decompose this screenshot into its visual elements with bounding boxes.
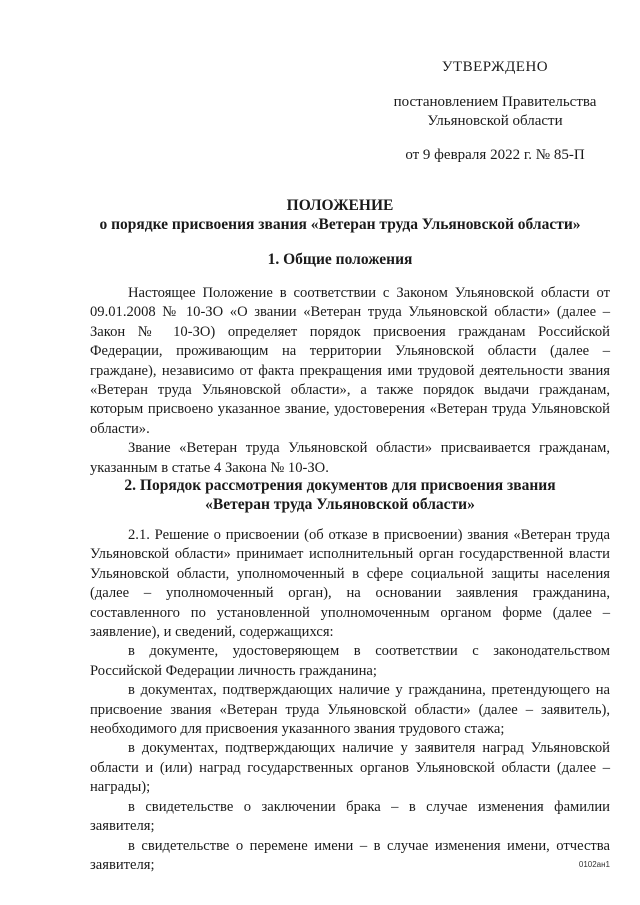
section-2-paragraph: в документах, подтверждающих наличие у заявителя наград Ульяновской области и (или) наград государственных органов Ульяновской области (далее – награды);: [90, 740, 610, 796]
approval-date: от 9 февраля 2022 г. № 85-П: [405, 147, 585, 163]
document-subtitle: о порядке присвоения звания «Ветеран труда Ульяновской области»: [99, 216, 581, 233]
section-2-heading-line1: 2. Порядок рассмотрения документов для присвоения звания: [124, 477, 556, 494]
section-2-paragraph: в документах, подтверждающих наличие у гражданина, претендующего на присвоение звания «Ветеран труда Ульяновской области» (далее – заявитель), необходимого для присвоения указанного звания трудового стажа;: [90, 682, 610, 738]
approval-by-line1: постановлением Правительства: [393, 94, 597, 110]
section-1-body: [90, 284, 610, 478]
footer-code: 0102ан1: [578, 860, 610, 869]
section-1-paragraph: Настоящее Положение в соответствии с Законом Ульяновской области от 09.01.2008 № 10-ЗО «О звании «Ветеран труда Ульяновской области» (далее – Закон № 10-ЗО) определяет порядок присвоения гражданам Российской Федерации, проживающим на территории Ульяновской области (далее – граждане), независимо от факта прекращения ими трудовой деятельности звания «Ветеран труда Ульяновской области», а также порядок выдачи гражданам, которым присвоено указанное звание, удостоверения «Ветеран труда Ульяновской области».: [90, 285, 610, 437]
section-1-paragraph: Звание «Ветеран труда Ульяновской области» присваивается гражданам, указанным в статье 4 Закона № 10-ЗО.: [90, 440, 610, 476]
document-title: ПОЛОЖЕНИЕ: [286, 197, 394, 214]
section-2-paragraph: 2.1. Решение о присвоении (об отказе в присвоении) звания «Ветеран труда Ульяновской области» принимает исполнительный орган государственной власти Ульяновской области, уполномоченный в сфере социальной защиты населения (далее – уполномоченный орган), на основании заявления гражданина, составленного по установленной уполномоченным органом форме (далее – заявление), и сведений, содержащихся:: [90, 527, 610, 641]
section-2-paragraph: в свидетельстве о заключении брака – в случае изменения фамилии заявителя;: [90, 798, 610, 835]
section-1-heading: 1. Общие положения: [267, 251, 413, 268]
section-2-paragraph: в документе, удостоверяющем в соответствии с законодательством Российской Федерации личность гражданина;: [90, 643, 610, 679]
section-2-body: [90, 526, 610, 875]
section-2-paragraph: в свидетельстве о перемене имени – в случае изменения имени, отчества заявителя;: [90, 837, 610, 873]
approval-stamp: УТВЕРЖДЕНО: [441, 59, 549, 75]
approval-by-line2: Ульяновской области: [427, 113, 563, 129]
section-2-heading-line2: «Ветеран труда Ульяновской области»: [205, 496, 475, 513]
